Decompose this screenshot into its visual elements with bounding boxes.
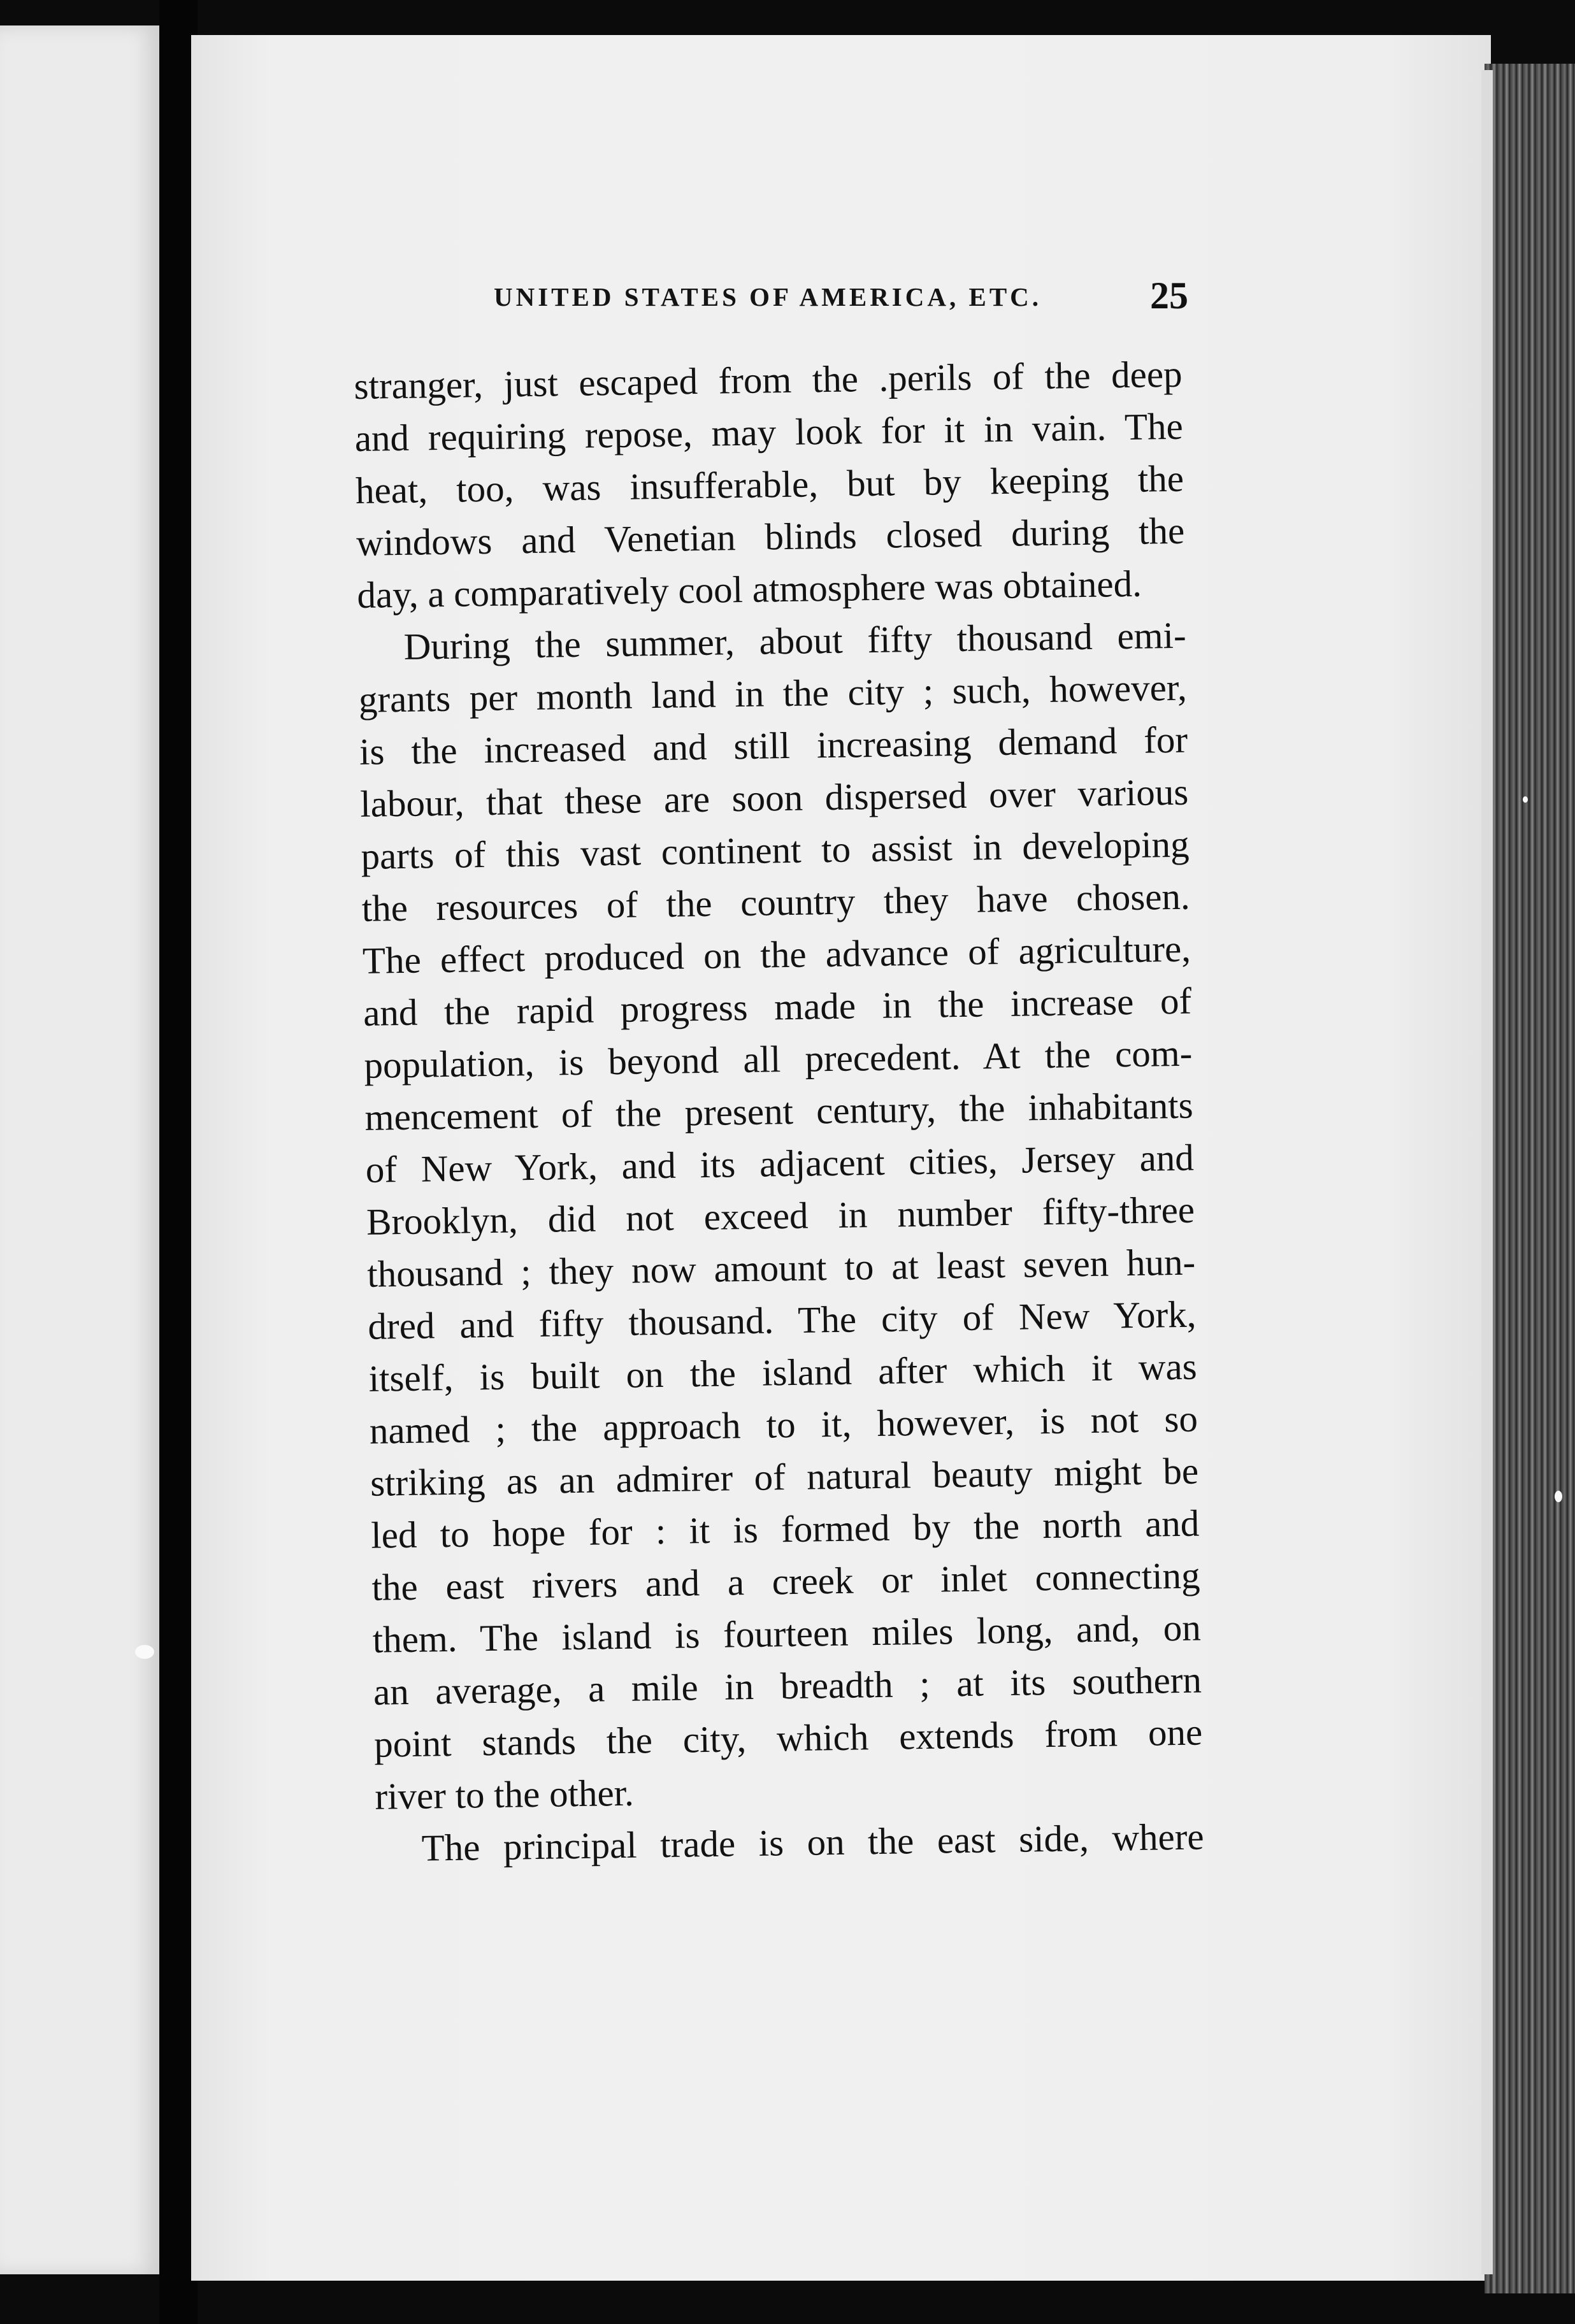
scan-speck: [1555, 1491, 1562, 1502]
text-line: The principal trade is on the east side, where: [421, 1815, 1205, 1869]
text-line: point stands the city, which extends from one: [373, 1711, 1203, 1765]
text-line: led to hope for : it is formed by the north and: [370, 1502, 1200, 1556]
text-line: river to the other.: [374, 1771, 635, 1818]
text-line: stranger, just escaped from the .perils of the deep: [354, 352, 1183, 407]
page-header: [494, 274, 1188, 325]
text-line: the east rivers and a creek or inlet connecting: [371, 1554, 1200, 1609]
text-line: population, is beyond all precedent. At the com-: [363, 1031, 1193, 1086]
running-head: UNITED STATES OF AMERICA, ETC.: [494, 282, 1042, 312]
text-line: During the summer, about fifty thousand emi-: [403, 613, 1187, 668]
text-line: mencement of the present century, the inhabitants: [364, 1084, 1193, 1138]
text-line: the resources of the country they have chosen.: [361, 875, 1191, 929]
text-line: heat, too, was insufferable, but by keeping the: [355, 457, 1184, 512]
text-line: is the increased and still increasing demand for: [359, 718, 1188, 773]
facing-page-edge: [0, 25, 159, 2274]
body-text: [354, 348, 1211, 1933]
text-line: and the rapid progress made in the increase of: [363, 979, 1192, 1034]
text-line: Brooklyn, did not exceed in number fifty-three: [366, 1188, 1195, 1243]
text-line: parts of this vast continent to assist in developing: [361, 822, 1190, 877]
text-line: thousand ; they now amount to at least seven hun-: [366, 1240, 1196, 1295]
text-line: windows and Venetian blinds closed during the: [356, 509, 1185, 564]
text-line: grants per month land in the city ; such, however,: [358, 666, 1188, 721]
scan-speck: [135, 1645, 154, 1659]
page-stack-edges: [1485, 64, 1575, 2293]
text-line: The effect produced on the advance of agriculture,: [362, 927, 1191, 982]
text-line: labour, that these are soon dispersed over various: [359, 770, 1189, 825]
text-line: of New York, and its adjacent cities, Jersey and: [365, 1136, 1195, 1191]
text-line: striking as an admirer of natural beauty might be: [370, 1449, 1199, 1504]
scan-speck: [1523, 796, 1528, 803]
text-line: named ; the approach to it, however, is not so: [369, 1397, 1198, 1452]
text-line: and requiring repose, may look for it in vain. The: [354, 405, 1184, 459]
text-line: them. The island is fourteen miles long, and, on: [372, 1606, 1202, 1661]
text-line: an average, a mile in breadth ; at its southern: [373, 1658, 1202, 1713]
text-line: day, a comparatively cool atmosphere was obtained.: [356, 562, 1142, 616]
page-number: 25: [1150, 275, 1188, 317]
page-edge-highlight: [1481, 70, 1493, 2274]
text-line: dred and fifty thousand. The city of New York,: [368, 1293, 1197, 1347]
text-line: itself, is built on the island after which it was: [368, 1345, 1198, 1400]
